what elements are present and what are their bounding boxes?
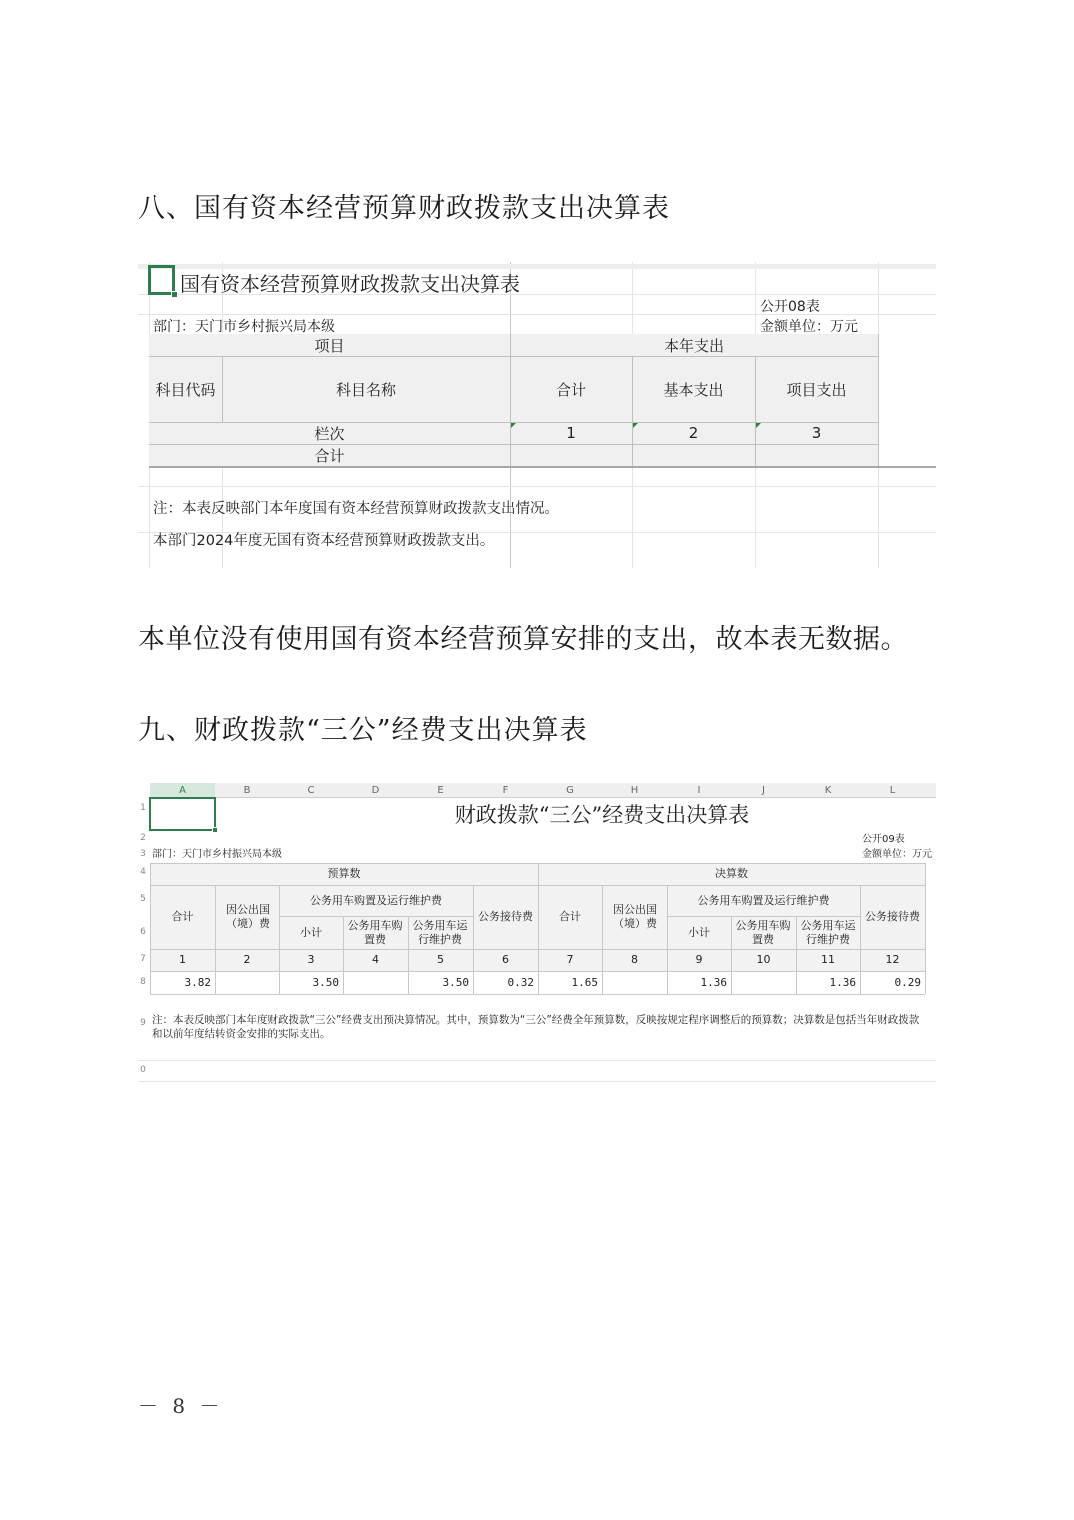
value-cell[interactable]: 3.50 <box>442 976 469 990</box>
note-1: 注：本表反映部门本年度国有资本经营预算财政拨款支出情况。 <box>153 500 559 517</box>
value-cell[interactable]: 3.82 <box>184 976 211 990</box>
header-final-abroad: 因公出国（境）费 <box>613 903 657 930</box>
lanci-2: 2 <box>688 424 699 442</box>
value-cell[interactable] <box>731 972 796 994</box>
department-label: 部门：天门市乡村振兴局本级 <box>153 319 335 335</box>
section8-heading: 八、国有资本经营预算财政拨款支出决算表 <box>138 193 670 224</box>
value-cell[interactable] <box>343 972 408 994</box>
row-number-5[interactable]: 5 <box>140 894 146 904</box>
row-number-4[interactable]: 4 <box>140 867 146 877</box>
index-cell: 4 <box>372 953 379 967</box>
index-cell: 8 <box>631 953 638 967</box>
page-number: － 8 － <box>138 1394 224 1418</box>
column-header-l[interactable]: L <box>860 783 925 798</box>
value-cell[interactable]: 0.32 <box>507 976 534 990</box>
column-header-e[interactable]: E <box>408 783 473 798</box>
sheet-title: 财政拨款“三公”经费支出决算表 <box>454 802 750 827</box>
header-budget-vehicle: 公务用车购置及运行维护费 <box>310 893 442 907</box>
sheet-title: 国有资本经营预算财政拨款支出决算表 <box>180 271 520 296</box>
row-number-6[interactable]: 6 <box>140 927 146 937</box>
value-cell[interactable]: 1.36 <box>700 976 727 990</box>
header-budget-vehicle-purchase: 公务用车购置费 <box>347 918 403 946</box>
value-cell[interactable] <box>602 972 667 994</box>
department-label: 部门：天门市乡村振兴局本级 <box>152 848 282 860</box>
column-header-j[interactable]: J <box>731 783 796 798</box>
header-final-vehicle-operation: 公务用车运行维护费 <box>800 918 856 946</box>
header-final-total: 合计 <box>559 910 581 924</box>
index-cell: 7 <box>566 953 574 967</box>
form-number: 公开08表 <box>760 299 820 315</box>
column-header-a[interactable]: A <box>150 783 215 799</box>
value-cell[interactable]: 1.36 <box>829 976 856 990</box>
fill-handle[interactable] <box>171 291 178 298</box>
header-final-vehicle: 公务用车购置及运行维护费 <box>697 893 830 907</box>
unit-label: 金额单位：万元 <box>760 319 858 335</box>
row-number-3[interactable]: 3 <box>140 849 146 859</box>
header-total: 合计 <box>555 380 586 399</box>
fill-handle[interactable] <box>212 827 218 833</box>
row-lanci-label: 栏次 <box>314 424 345 443</box>
unit-label: 金额单位：万元 <box>862 848 932 860</box>
row-number-8[interactable]: 8 <box>140 977 146 987</box>
header-budget-total: 合计 <box>171 910 194 924</box>
value-cell[interactable]: 1.65 <box>571 976 598 990</box>
header-final-reception: 公务接待费 <box>865 910 920 924</box>
header-budget-abroad: 因公出国（境）费 <box>226 903 270 930</box>
value-cell[interactable] <box>215 972 279 994</box>
header-final-vehicle-purchase: 公务用车购置费 <box>735 918 791 946</box>
index-cell: 6 <box>502 953 509 967</box>
index-cell: 1 <box>179 953 186 967</box>
row-total-label: 合计 <box>314 446 345 465</box>
header-budget-vehicle-operation: 公务用车运行维护费 <box>412 918 468 946</box>
header-final-subtotal: 小计 <box>688 925 710 939</box>
header-budget-subtotal: 小计 <box>300 925 322 939</box>
lanci-1: 1 <box>566 424 576 442</box>
column-header-c[interactable]: C <box>279 783 343 798</box>
header-name: 科目名称 <box>335 380 396 399</box>
row-number-10[interactable]: 0 <box>140 1065 146 1075</box>
index-cell: 3 <box>307 953 315 967</box>
index-cell: 10 <box>756 953 771 967</box>
value-cell[interactable]: 3.50 <box>312 976 339 990</box>
column-header-k[interactable]: K <box>796 783 860 798</box>
header-code: 科目代码 <box>155 380 216 399</box>
index-cell: 11 <box>821 953 835 967</box>
column-header-f[interactable]: F <box>473 783 538 798</box>
header-item: 项目支出 <box>786 380 847 399</box>
column-header-d[interactable]: D <box>343 783 408 798</box>
header-project: 项目 <box>314 336 345 355</box>
sheet-note: 注：本表反映部门本年度财政拨款“三公”经费支出预决算情况。其中，预算数为“三公”经费全年预算数，反映按规定程序调整后的预算数；决算数是包括当年财政拨款和以前年度结转资金安排的实际支出。 <box>152 1014 920 1041</box>
index-cell: 2 <box>243 953 251 967</box>
note-2: 本部门2024年度无国有资本经营预算财政拨款支出。 <box>153 532 495 549</box>
index-cell: 9 <box>695 953 703 967</box>
header-final: 决算数 <box>715 867 748 881</box>
header-basic: 基本支出 <box>663 380 724 399</box>
column-header-b[interactable]: B <box>215 783 279 798</box>
lanci-3: 3 <box>811 424 822 442</box>
row-number-1[interactable]: 1 <box>140 803 146 813</box>
column-header-g[interactable]: G <box>538 783 602 798</box>
sheet-state-capital-budget[interactable] <box>138 262 936 568</box>
index-cell: 5 <box>437 953 444 967</box>
column-header-h[interactable]: H <box>602 783 667 798</box>
no-data-statement: 本单位没有使用国有资本经营预算安排的支出，故本表无数据。 <box>138 624 908 655</box>
row-number-9[interactable]: 9 <box>140 1018 146 1028</box>
selected-cell-a1[interactable] <box>149 797 216 831</box>
row-number-7[interactable]: 7 <box>140 954 146 964</box>
form-number: 公开09表 <box>862 833 905 845</box>
value-cell[interactable]: 0.29 <box>894 976 921 990</box>
section9-heading: 九、财政拨款“三公”经费支出决算表 <box>138 715 588 746</box>
column-header-i[interactable]: I <box>667 783 731 798</box>
header-current-year: 本年支出 <box>663 336 724 355</box>
sheet-three-public-expenses[interactable] <box>138 783 936 1085</box>
header-budget: 预算数 <box>327 867 361 881</box>
header-budget-reception: 公务接待费 <box>478 910 533 924</box>
row-number-2[interactable]: 2 <box>140 833 146 843</box>
index-cell: 12 <box>885 953 900 967</box>
